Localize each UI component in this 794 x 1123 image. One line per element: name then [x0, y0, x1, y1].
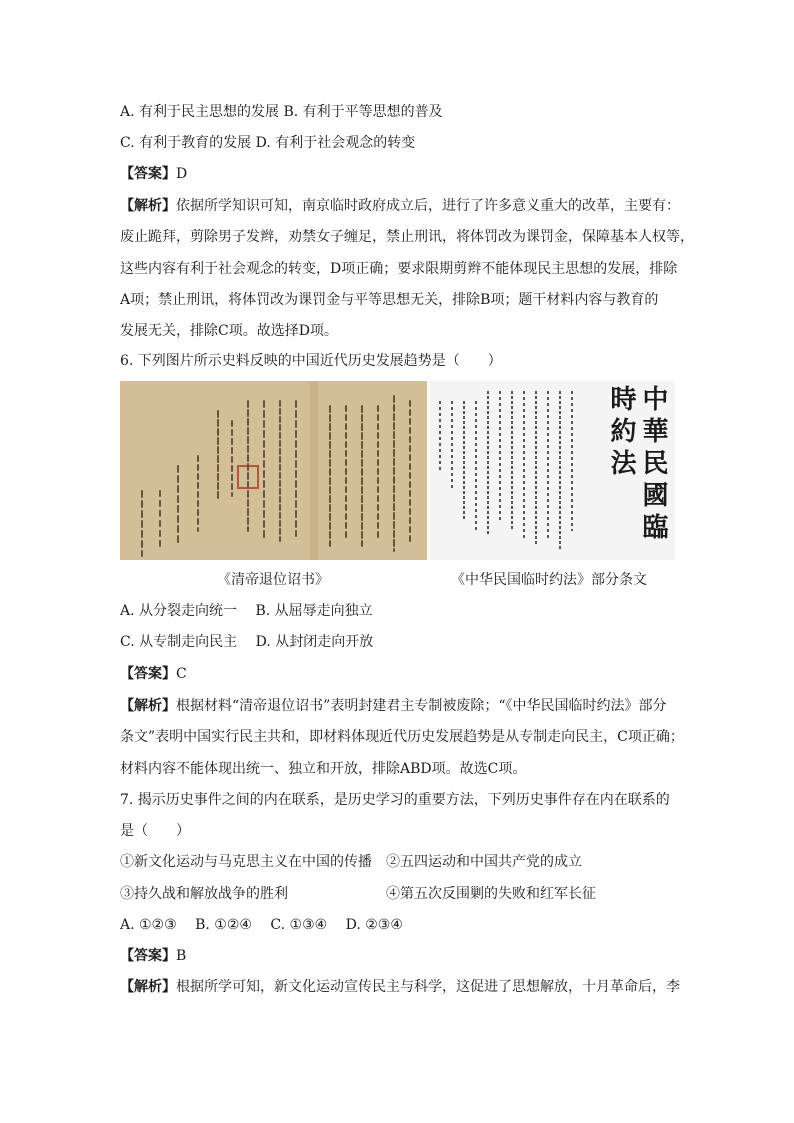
caption-left: 《清帝退位诏书》: [217, 572, 329, 588]
q5-analysis-line1: [120, 196, 680, 216]
q5-options-line1: A. 有利于民主思想的发展 B. 有利于平等思想的普及: [120, 104, 443, 120]
q6-stem: 6. 下列图片所示史料反映的中国近代历史发展趋势是（ ）: [120, 353, 502, 369]
q5-analysis-line4: A项；禁止刑讯，将体罚改为课罚金与平等思想无关，排除B项；题干材料内容与教育的: [120, 292, 659, 308]
q6-options-line2: C. 从专制走向民主 D. 从封闭走向开放: [120, 634, 374, 650]
provisional-constitution-image: [430, 381, 675, 560]
answer-tag: 【答案】: [120, 166, 176, 182]
q5-answer: [120, 164, 187, 184]
q7-item3: ③持久战和解放战争的胜利: [120, 886, 288, 902]
q6-analysis-line2: 条文”表明中国实行民主共和，即材料体现近代历史发展趋势是从专制走向民主，C项正确；: [120, 729, 684, 745]
analysis-tag: 【解析】: [120, 198, 176, 214]
q5-options-line2: C. 有利于教育的发展 D. 有利于社会观念的转变: [120, 135, 416, 151]
answer-value: D: [176, 166, 188, 182]
q7-item4: ④第五次反围剿的失败和红军长征: [386, 886, 596, 902]
q6-analysis-line3: 材料内容不能体现出统一、独立和开放，排除ABD项。故选C项。: [120, 761, 527, 777]
answer-tag: 【答案】: [120, 948, 176, 964]
analysis-tag: 【解析】: [120, 698, 176, 714]
analysis-tag: 【解析】: [120, 979, 176, 995]
analysis-text: 根据所学可知，新文化运动宣传民主与科学，这促进了思想解放，十月革命后，李: [176, 979, 680, 995]
caption-right: 《中华民国临时约法》部分条文: [451, 572, 647, 588]
q7-answer: [120, 946, 186, 966]
q7-stem-line2: 是（ ）: [120, 823, 190, 839]
q7-analysis-line1: [120, 977, 680, 997]
analysis-text: 依据所学知识可知，南京临时政府成立后，进行了许多意义重大的改革，主要有：: [176, 198, 680, 214]
q7-item2: ②五四运动和中国共产党的成立: [386, 854, 582, 870]
q5-analysis-line5: 发展无关，排除C项。故选择D项。: [120, 323, 338, 339]
q6-analysis-line1: [120, 696, 666, 716]
analysis-text: 根据材料“清帝退位诏书”表明封建君主专制被废除；“《中华民国临时约法》部分: [176, 698, 667, 714]
answer-tag: 【答案】: [120, 666, 176, 682]
q6-options-line1: A. 从分裂走向统一 B. 从屈辱走向独立: [120, 603, 373, 619]
q6-answer: [120, 664, 187, 684]
q5-analysis-line2: 废止跪拜，剪除男子发辫，劝禁女子缠足，禁止刑讯，将体罚改为课罚金，保障基本人权等，: [120, 229, 694, 245]
abdication-edict-image: [120, 381, 427, 560]
answer-value: C: [176, 666, 187, 682]
q7-stem-line1: 7. 揭示历史事件之间的内在联系，是历史学习的重要方法，下列历史事件存在内在联系的: [120, 792, 670, 808]
q7-item1: ①新文化运动与马克思主义在中国的传播: [120, 854, 372, 870]
constitution-title: 中華民國臨時約法: [606, 385, 668, 545]
q7-options: A. ①②③ B. ①②④ C. ①③④ D. ②③④: [120, 917, 403, 933]
edict-texture: [120, 381, 427, 560]
q5-analysis-line3: 这些内容有利于社会观念的转变，D项正确；要求限期剪辫不能体现民主思想的发展，排除: [120, 261, 678, 277]
answer-value: B: [176, 948, 187, 964]
